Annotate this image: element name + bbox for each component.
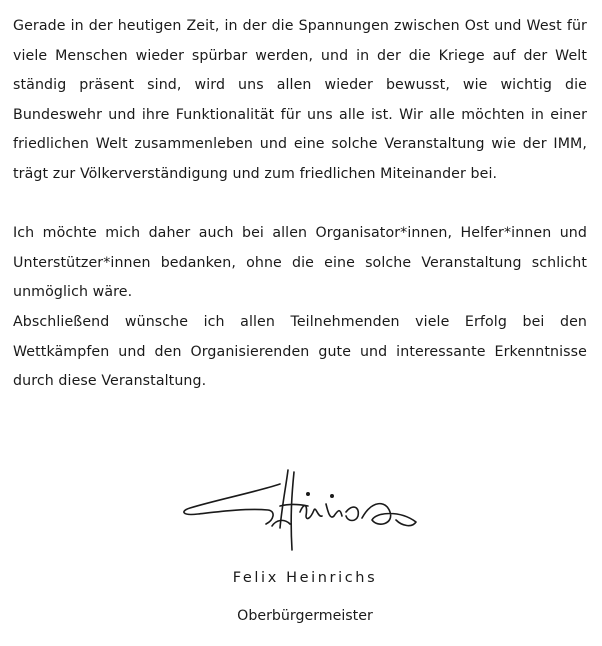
letter-body (13, 12, 587, 397)
signer-name: Felix Heinrichs (232, 570, 378, 586)
paragraph-1: Gerade in der heutigen Zeit, in der die Spannungen zwischen Ost und West für viele Menschen wieder spürbar werden, und in der die Kriege auf der Welt ständig präsent sind, wird uns allen wieder bewusst, wie wichtig die Bundeswehr und ihre Funktionalität für uns alle ist. Wir alle möchten in einer friedlichen Welt zusammenleben und eine solche Veranstaltung wie der IMM, trägt zur Völkerverständigung und zum friedlichen Miteinander bei. (13, 18, 587, 182)
signer-title: Oberbürgermeister (237, 608, 373, 624)
paragraph-3: Abschließend wünsche ich allen Teilnehmenden viele Erfolg bei den Wettkämpfen und den Organisierenden gute und interessante Erkenntnisse durch diese Veranstaltung. (13, 313, 587, 390)
handwritten-signature (176, 466, 426, 558)
paragraph-2: Ich möchte mich daher auch bei allen Organisator*innen, Helfer*innen und Unterstützer*innen bedanken, ohne die eine solche Veranstaltung schlicht unmöglich wäre. (13, 225, 587, 301)
